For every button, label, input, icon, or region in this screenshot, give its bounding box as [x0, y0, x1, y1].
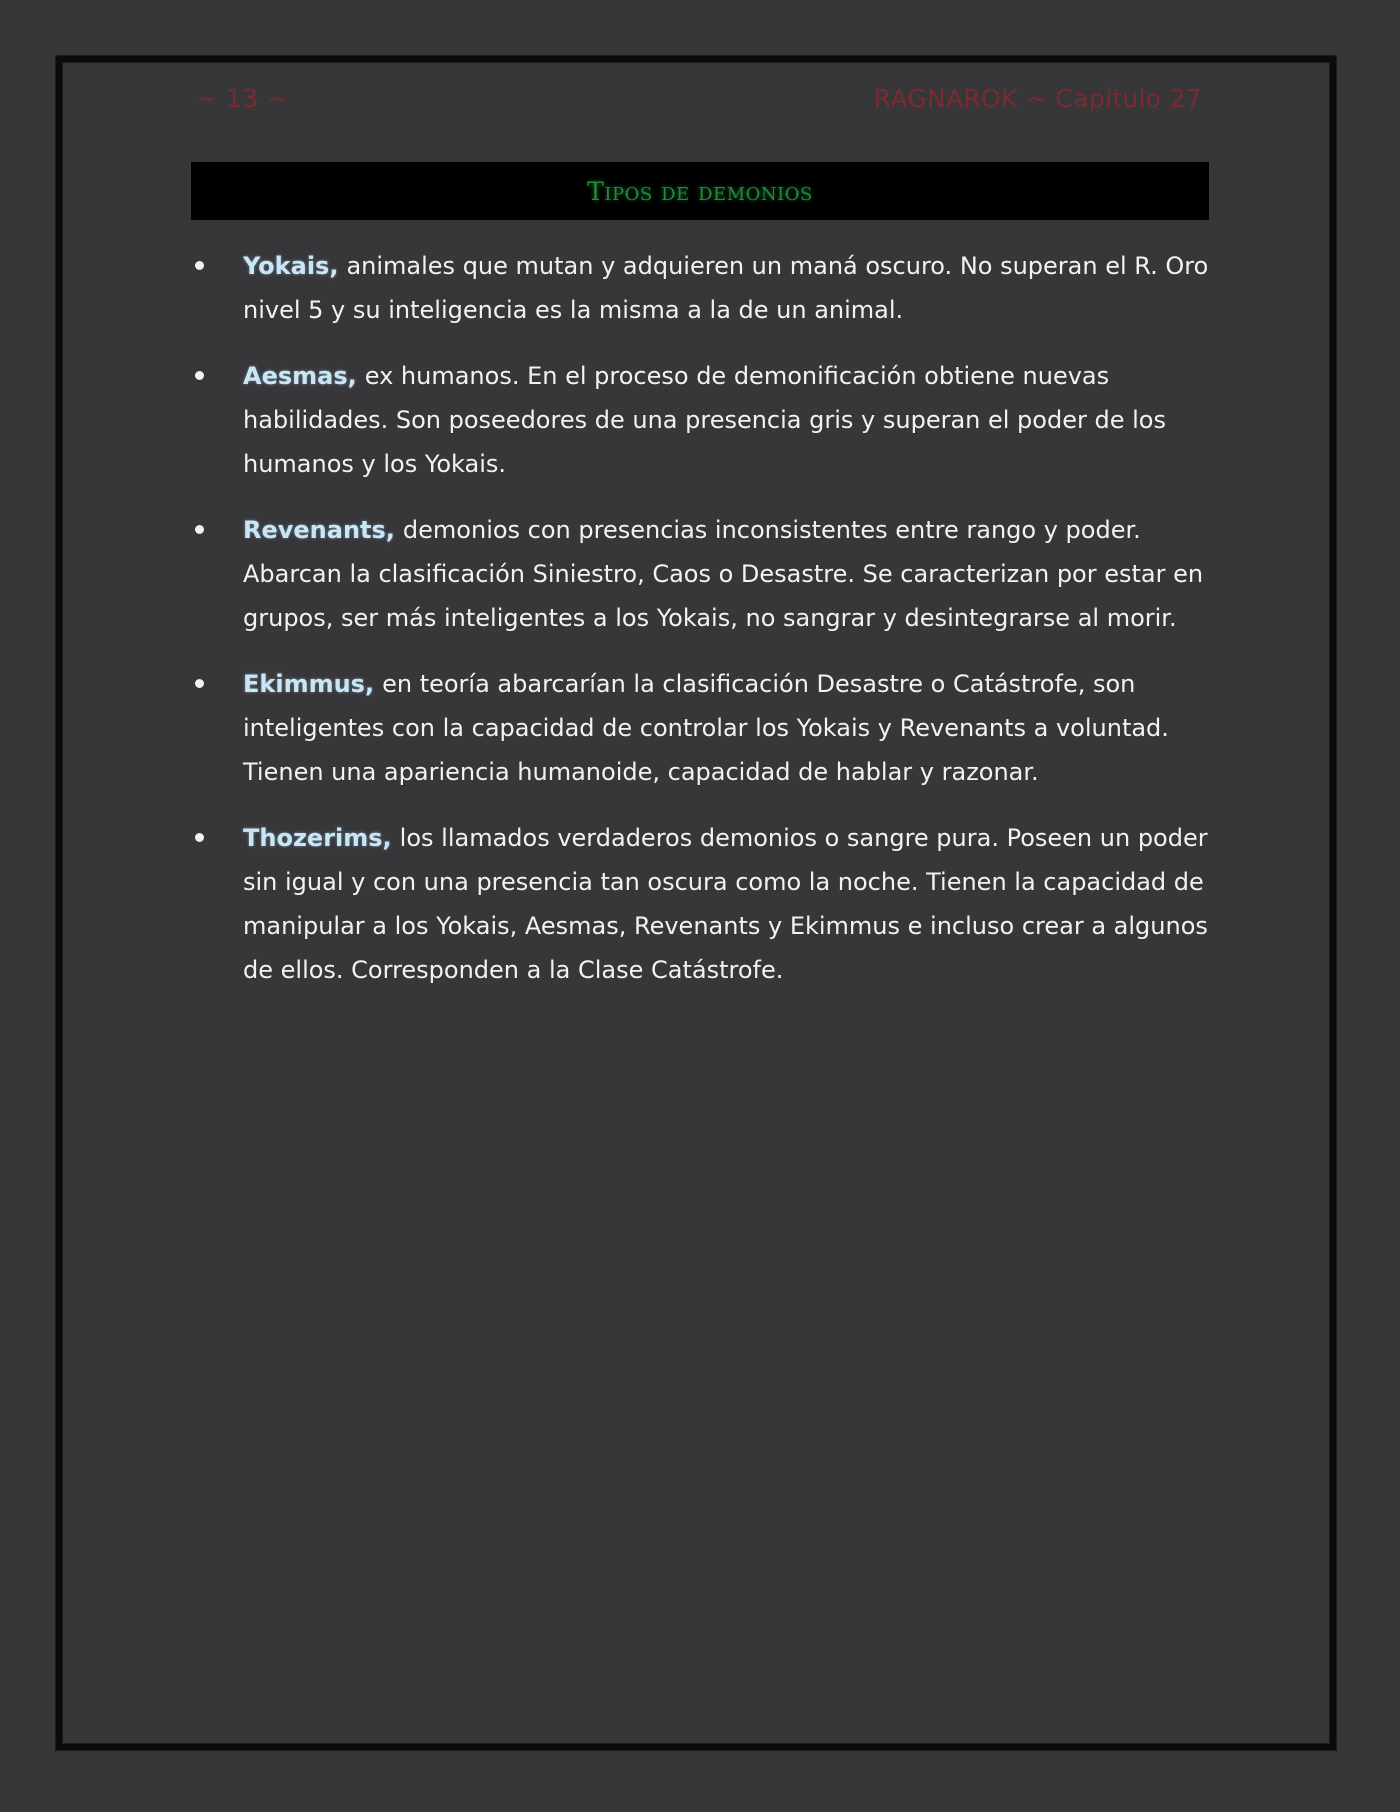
- list-item-ekimmus: [191, 662, 1211, 794]
- demon-description: los llamados verdaderos demonios o sangre pura. Poseen un poder sin igual y con una presencia tan oscura como la noche. Tienen la capacidad de manipular a los Yokais, Aesmas, Revenants y Ekimmus e incluso crear a algunos de ellos. Corresponden a la Clase Catástrofe.: [243, 824, 1208, 984]
- section-title-bar: [191, 162, 1209, 220]
- section-title: Tipos de demonios: [587, 176, 813, 206]
- demon-description: animales que mutan y adquieren un maná oscuro. No superan el R. Oro nivel 5 y su inteligencia es la misma a la de un animal.: [243, 252, 1209, 324]
- list-item-yokais: [191, 244, 1211, 332]
- list-item-thozerims: [191, 816, 1211, 992]
- bullet-icon: [195, 261, 204, 270]
- list-item-revenants: [191, 508, 1211, 640]
- demon-description: en teoría abarcarían la clasificación Desastre o Catástrofe, son inteligentes con la capacidad de controlar los Yokais y Revenants a voluntad. Tienen una apariencia humanoide, capacidad de hablar y razonar.: [243, 670, 1169, 786]
- demon-description: ex humanos. En el proceso de demonificación obtiene nuevas habilidades. Son poseedores de una presencia gris y superan el poder de los humanos y los Yokais.: [243, 362, 1166, 478]
- demon-name: Revenants,: [243, 516, 395, 544]
- demon-description: demonios con presencias inconsistentes entre rango y poder. Abarcan la clasificación Siniestro, Caos o Desastre. Se caracterizan por estar en grupos, ser más inteligentes a los Yokais, no sangrar y desintegrarse al morir.: [243, 516, 1204, 632]
- bullet-icon: [195, 833, 204, 842]
- list-item-aesmas: [191, 354, 1211, 486]
- demon-name: Thozerims,: [243, 824, 392, 852]
- demon-name: Yokais,: [243, 252, 339, 280]
- demon-types-list: [191, 244, 1211, 1014]
- bullet-icon: [195, 371, 204, 380]
- demon-name: Aesmas,: [243, 362, 357, 390]
- running-header-title: RAGNAROK ~ Capítulo 27: [873, 84, 1202, 113]
- demon-name: Ekimmus,: [243, 670, 375, 698]
- bullet-icon: [195, 525, 204, 534]
- page-number: ~ 13 ~: [196, 84, 289, 113]
- bullet-icon: [195, 679, 204, 688]
